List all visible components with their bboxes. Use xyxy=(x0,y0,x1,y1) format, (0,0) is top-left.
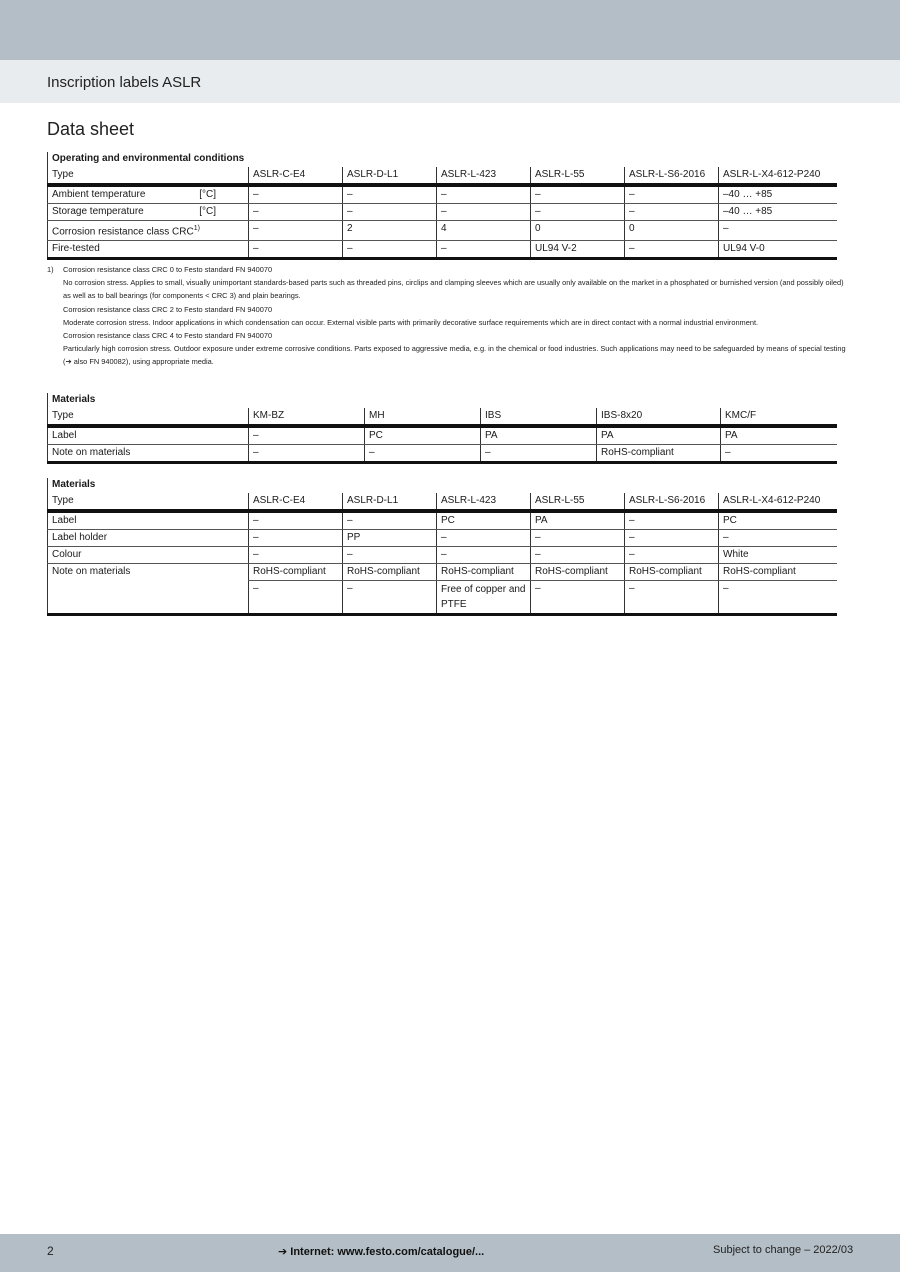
table-cell: – xyxy=(249,511,343,530)
table-cell: Free of copper and PTFE xyxy=(437,581,531,615)
column-header: ASLR-L-55 xyxy=(531,493,625,511)
table-cell: – xyxy=(719,581,837,615)
table-cell: – xyxy=(343,511,437,530)
table-cell: – xyxy=(531,204,625,221)
table-row xyxy=(48,564,837,581)
unit-label: [°C] xyxy=(199,189,216,200)
operating-conditions-table xyxy=(47,152,837,260)
table-cell: PC xyxy=(719,511,837,530)
column-header: Type xyxy=(48,408,249,426)
footnote xyxy=(47,263,847,369)
table-cell: – xyxy=(531,530,625,547)
table-cell: 0 xyxy=(531,221,625,241)
materials-labels-table xyxy=(47,478,837,616)
table-cell: – xyxy=(721,445,837,463)
table-cell: – xyxy=(437,241,531,259)
section-title: Data sheet xyxy=(47,119,135,139)
column-header: KMC/F xyxy=(721,408,837,426)
column-header: ASLR-L-S6-2016 xyxy=(625,493,719,511)
table-row xyxy=(48,547,837,564)
table-row xyxy=(48,426,837,445)
column-header: Type xyxy=(48,493,249,511)
table-cell: UL94 V-2 xyxy=(531,241,625,259)
table-cell: – xyxy=(343,581,437,615)
table-cell: RoHS-compliant xyxy=(437,564,531,581)
column-header: IBS xyxy=(481,408,597,426)
table-row xyxy=(48,185,837,204)
column-header: ASLR-L-X4-612-P240 xyxy=(719,167,837,185)
table-cell: – xyxy=(531,581,625,615)
table-cell: White xyxy=(719,547,837,564)
table-group-title: Materials xyxy=(48,478,837,493)
column-header: KM-BZ xyxy=(249,408,365,426)
row-label: Corrosion resistance class CRC$^{1)}$ xyxy=(48,221,249,241)
table-cell: – xyxy=(249,241,343,259)
table-cell: – xyxy=(365,445,481,463)
table-cell: – xyxy=(531,547,625,564)
table-cell: – xyxy=(437,185,531,204)
table-cell: – xyxy=(719,221,837,241)
table-cell: RoHS-compliant xyxy=(249,564,343,581)
column-header: ASLR-L-423 xyxy=(437,167,531,185)
header-title: Inscription labels ASLR xyxy=(47,74,202,91)
table-cell: – xyxy=(625,547,719,564)
column-header: ASLR-L-423 xyxy=(437,493,531,511)
table-cell: – xyxy=(249,426,365,445)
table-cell: – xyxy=(343,185,437,204)
table-row xyxy=(48,581,837,615)
footnote-line: Corrosion resistance class CRC 0 to Festo standard FN 940070 xyxy=(63,265,273,274)
page-number: 2 xyxy=(47,1244,54,1258)
row-label: Label xyxy=(48,511,249,530)
table-cell: – xyxy=(625,204,719,221)
table-cell: – xyxy=(343,241,437,259)
table-cell: 2 xyxy=(343,221,437,241)
table-cell: RoHS-compliant xyxy=(597,445,721,463)
row-label: Ambient temperature [°C] xyxy=(48,185,249,204)
column-header: ASLR-D-L1 xyxy=(343,167,437,185)
table-cell: RoHS-compliant xyxy=(531,564,625,581)
column-header: ASLR-L-55 xyxy=(531,167,625,185)
table-cell: RoHS-compliant xyxy=(625,564,719,581)
footnote-line: Particularly high corrosion stress. Outdoor exposure under extreme corrosive conditions. Parts exposed to aggressive media, e.g. in the chemical or food industries. Such applications may need to be safeguarded by means of special testing (➔ also FN 940082), using appropriate media. xyxy=(63,344,846,367)
row-label xyxy=(48,581,249,615)
table-row xyxy=(48,511,837,530)
footnote-line: Corrosion resistance class CRC 2 to Festo standard FN 940070 xyxy=(63,304,273,314)
table-cell: – xyxy=(719,530,837,547)
table-cell: PA xyxy=(481,426,597,445)
table-cell: – xyxy=(531,185,625,204)
footnote-line: No corrosion stress. Applies to small, visually unimportant standards-based parts such as threaded pins, circlips and clamping sleeves which are usually only available on the market in a phosphated or burnished version (and possibly oiled) as well as to ball bearings (for components < CRC 3) and plain bearings. xyxy=(63,278,844,301)
table-cell: – xyxy=(437,547,531,564)
column-header: ASLR-C-E4 xyxy=(249,493,343,511)
table-cell: PC xyxy=(437,511,531,530)
table-group-title: Operating and environmental conditions xyxy=(48,152,837,167)
table-cell: PA xyxy=(597,426,721,445)
table-cell: – xyxy=(625,581,719,615)
table-cell: – xyxy=(249,530,343,547)
column-header: ASLR-D-L1 xyxy=(343,493,437,511)
table-cell: – xyxy=(249,204,343,221)
table-row xyxy=(48,530,837,547)
table-row xyxy=(48,204,837,221)
catalogue-link[interactable]: ➔ Internet: www.festo.com/catalogue/... xyxy=(278,1246,485,1258)
column-header: MH xyxy=(365,408,481,426)
table-cell: – xyxy=(249,547,343,564)
row-label: Label xyxy=(48,426,249,445)
materials-accessories-table xyxy=(47,393,837,464)
table-cell: PC xyxy=(365,426,481,445)
row-label: Label holder xyxy=(48,530,249,547)
table-cell: – xyxy=(625,185,719,204)
column-header: Type xyxy=(48,167,249,185)
table-cell: – xyxy=(625,511,719,530)
table-cell: PA xyxy=(721,426,837,445)
table-cell: – xyxy=(343,204,437,221)
table-cell: RoHS-compliant xyxy=(719,564,837,581)
top-banner xyxy=(0,0,900,60)
table-cell: – xyxy=(625,241,719,259)
column-header: ASLR-C-E4 xyxy=(249,167,343,185)
row-label: Storage temperature [°C] xyxy=(48,204,249,221)
table-cell: PA xyxy=(531,511,625,530)
table-cell: – xyxy=(625,530,719,547)
table-cell: 0 xyxy=(625,221,719,241)
table-cell: – xyxy=(481,445,597,463)
table-row xyxy=(48,241,837,259)
table-cell: 4 xyxy=(437,221,531,241)
unit-label: [°C] xyxy=(199,206,216,217)
table-cell: – xyxy=(437,530,531,547)
column-header: ASLR-L-X4-612-P240 xyxy=(719,493,837,511)
footnote-line: Corrosion resistance class CRC 4 to Festo standard FN 940070 xyxy=(63,331,273,341)
table-cell: UL94 V-0 xyxy=(719,241,837,259)
row-label: Fire-tested xyxy=(48,241,249,259)
table-cell: – xyxy=(249,445,365,463)
table-row xyxy=(48,445,837,463)
table-cell: –40 … +85 xyxy=(719,185,837,204)
table-cell: PP xyxy=(343,530,437,547)
table-cell: – xyxy=(249,581,343,615)
row-label: Note on materials xyxy=(48,445,249,463)
table-cell: – xyxy=(343,547,437,564)
footnote-line: Moderate corrosion stress. Indoor applications in which condensation can occur. External visible parts with primarily decorative surface requirements which are in direct contact with a normal industrial environment. xyxy=(63,317,759,327)
column-header: ASLR-L-S6-2016 xyxy=(625,167,719,185)
column-header: IBS-8x20 xyxy=(597,408,721,426)
table-cell: – xyxy=(249,185,343,204)
row-label: Colour xyxy=(48,547,249,564)
table-cell: – xyxy=(437,204,531,221)
table-cell: RoHS-compliant xyxy=(343,564,437,581)
table-cell: – xyxy=(249,221,343,241)
row-label: Note on materials xyxy=(48,564,249,581)
footnote-marker: 1) xyxy=(47,265,54,274)
table-group-title: Materials xyxy=(48,393,837,408)
revision-note: Subject to change – 2022/03 xyxy=(713,1244,854,1256)
footnote-ref: 1) xyxy=(193,225,200,232)
table-cell: –40 … +85 xyxy=(719,204,837,221)
table-row xyxy=(48,221,837,241)
